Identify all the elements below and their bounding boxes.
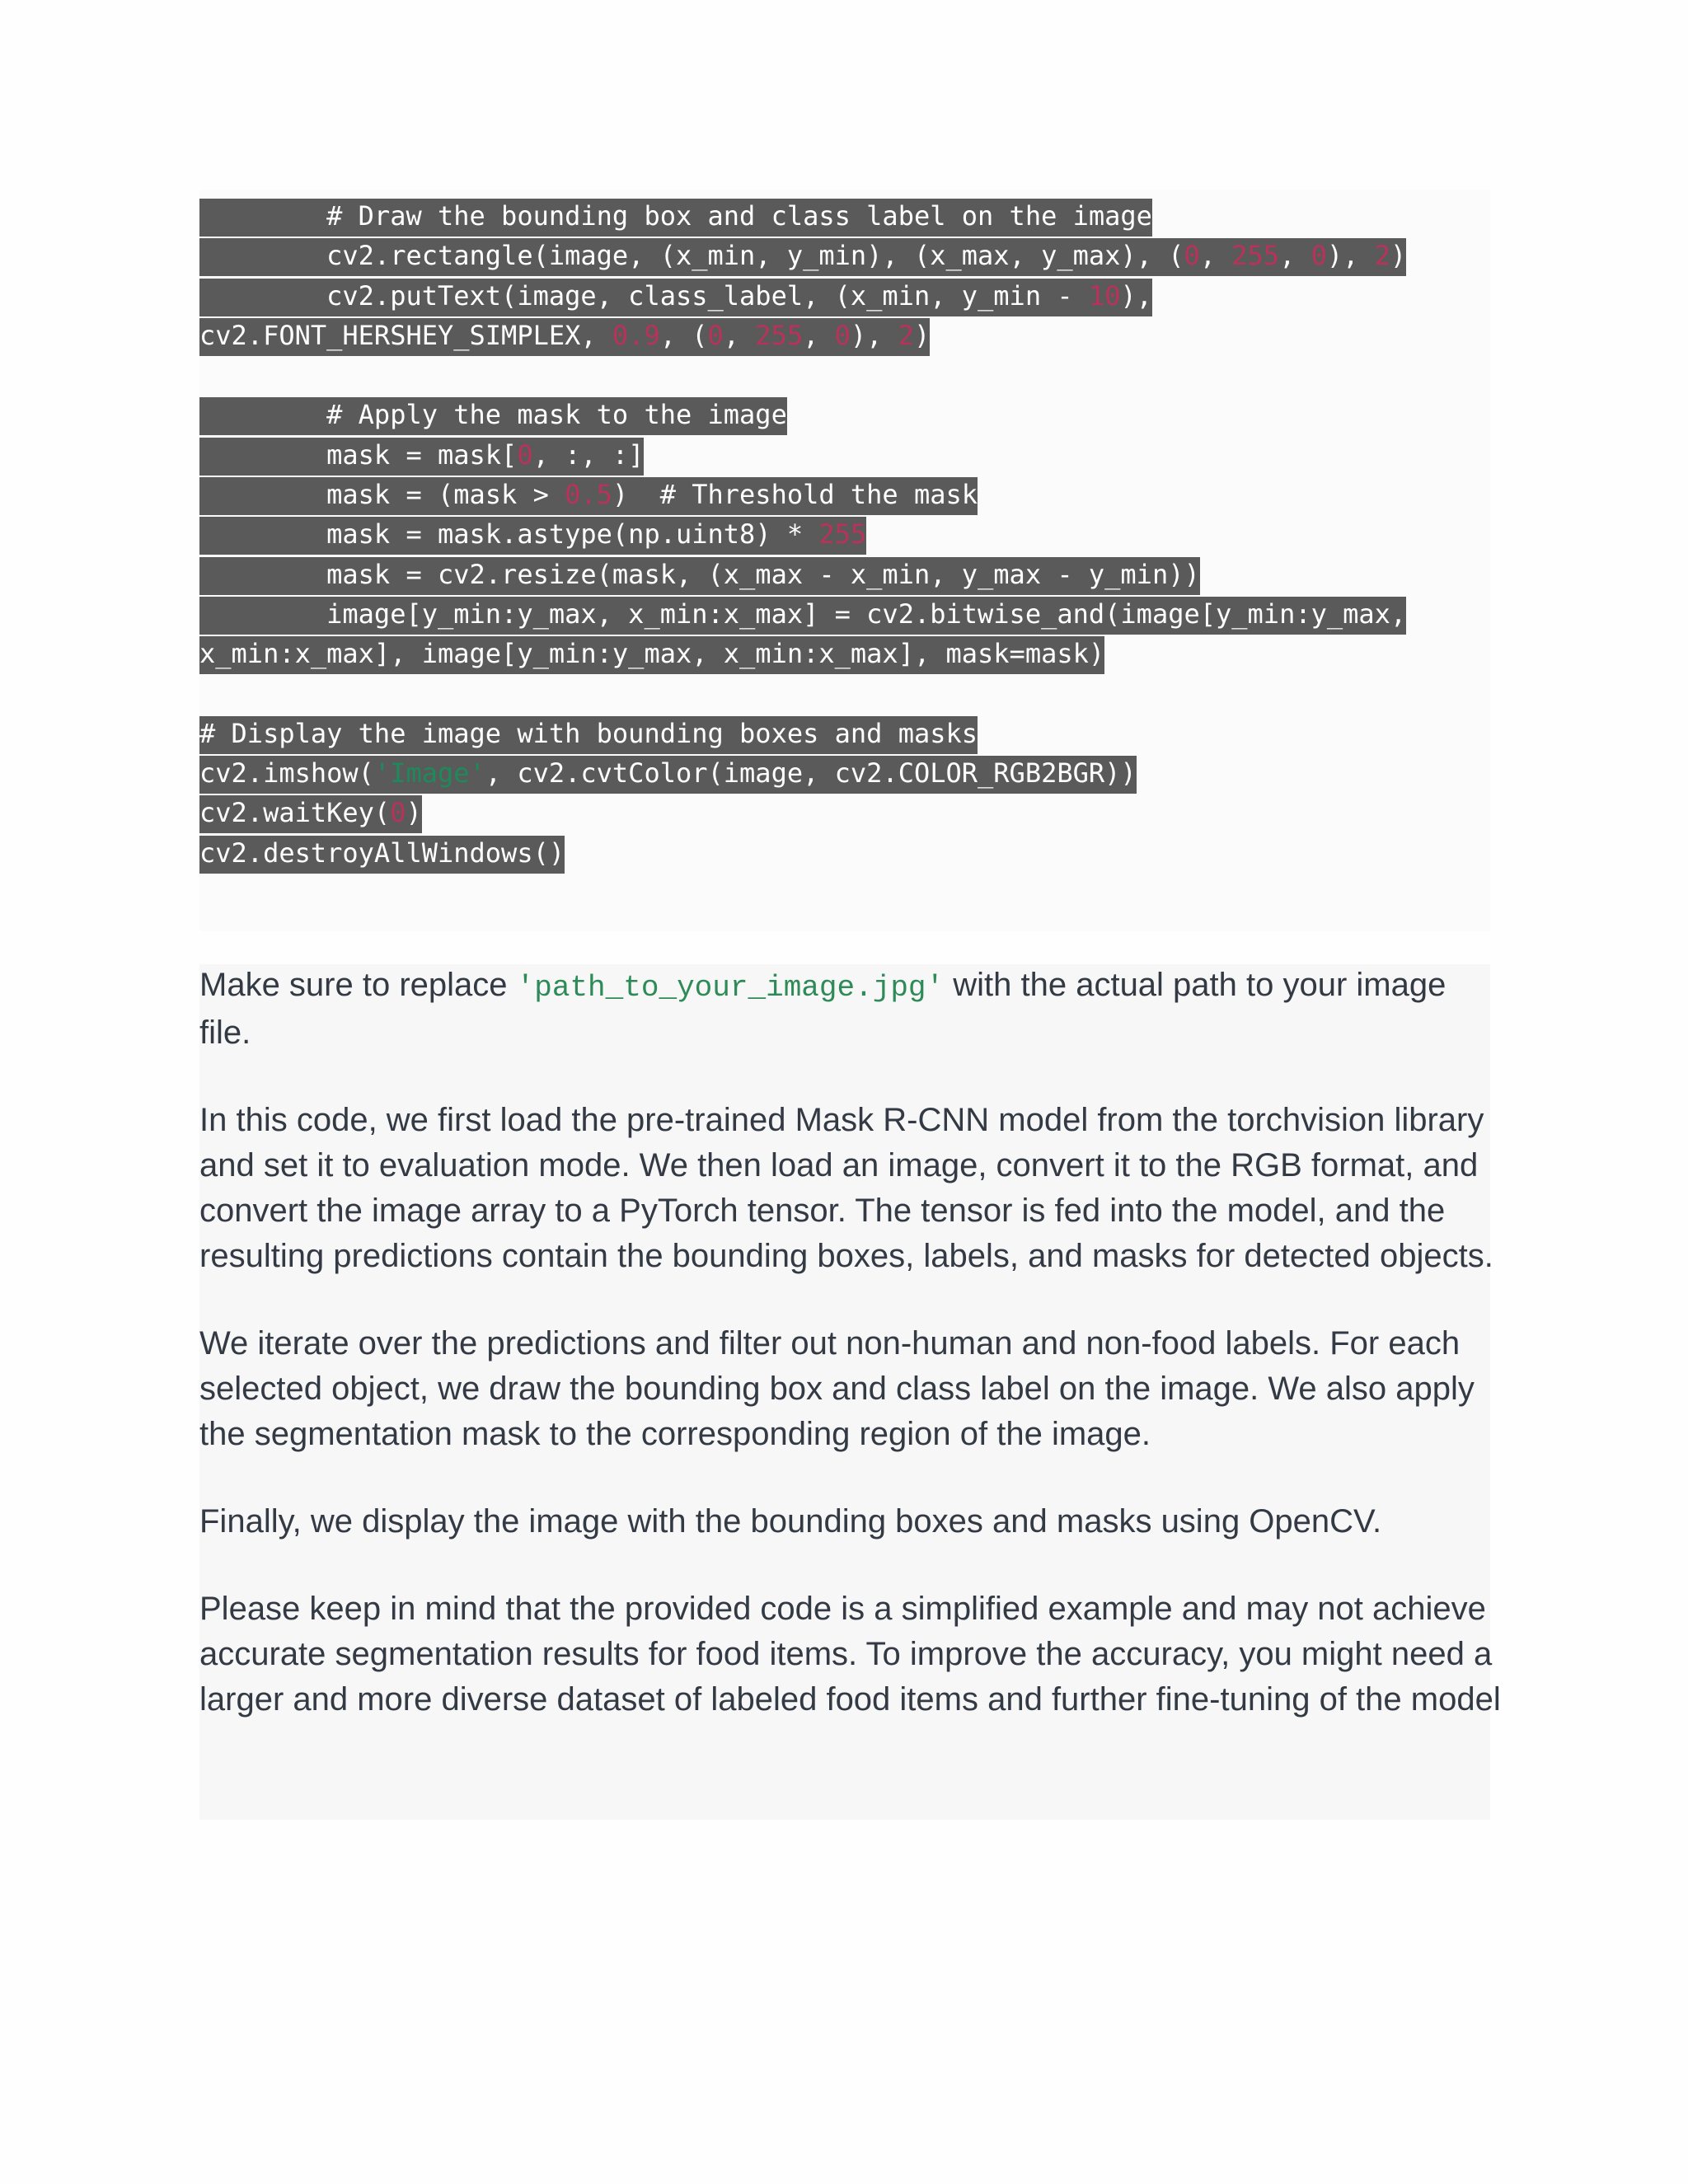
code-token: , [723,319,756,351]
code-token: mask = mask[ [199,438,518,471]
code-number-literal: 0 [1311,240,1327,272]
code-token: mask = mask.astype(np.uint8) * [199,518,819,551]
code-token: cv2.imshow( [199,757,374,790]
paragraph-replace-path-end: with the actual path to your image file. [199,967,1447,1051]
code-token: , [1279,240,1311,272]
paragraph-iteration: We iterate over the predictions and filter out non-human and non-food labels. For each selected object, we draw the bounding box and class label on the image. We also apply the segmentation mask to the corresponding region of the image. [199,1325,1475,1452]
code-line-highlight [199,397,787,435]
paragraph-replace-path-start: Make sure to replace [199,967,517,1003]
code-line-highlight [199,795,422,833]
code-token: mask = cv2.resize(mask, (x_max - x_min, y_max - y_min)) [199,558,1200,590]
code-line-highlight [199,597,1406,635]
code-number-literal: 0 [517,438,533,471]
code-line-highlight [199,199,1152,237]
code-token: ) # Threshold the mask [612,479,978,511]
code-line-highlight [199,716,978,754]
code-line [199,514,1406,554]
code-line [199,435,1406,475]
code-number-literal: 255 [818,518,867,551]
code-number-literal: 255 [755,319,804,351]
code-line-highlight [199,438,644,476]
paragraph-display: Finally, we display the image with the bounding boxes and masks using OpenCV. [199,1503,1382,1540]
code-line [199,355,1406,395]
code-line-highlight [199,517,866,555]
code-token: ) [913,319,931,351]
code-number-literal: 0.9 [612,319,660,351]
explanation-text [199,963,1502,1765]
code-line-highlight [199,836,565,874]
code-line-highlight [199,756,1137,794]
code-line [199,753,1406,793]
code-line-highlight [199,318,930,356]
code-line [199,714,1406,753]
code-token: # Draw the bounding box and class label on the image [199,200,1152,232]
code-line-highlight [199,557,1200,595]
code-token: # Apply the mask to the image [199,399,787,431]
code-line-highlight [199,477,978,515]
inline-code-image-path: 'path_to_your_image.jpg' [516,971,945,1005]
code-line [199,395,1406,434]
paragraph-code-overview: In this code, we first load the pre-trained Mask R-CNN model from the torchvision library and set it to evaluation mode. We then load an image, convert it to the RGB format, and convert the image array to a PyTorch tensor. The tensor is fed into the model, and the resulting predictions contain the bounding boxes, labels, and masks for detected objects. [199,1102,1493,1274]
code-line-highlight [199,279,1152,316]
code-number-literal: 0 [1184,240,1200,272]
code-token: , cv2.cvtColor(image, cv2.COLOR_RGB2BGR)) [485,757,1137,790]
code-token: , [1199,240,1232,272]
code-line [199,475,1406,514]
code-line-highlight [199,636,1104,674]
code-token: cv2.FONT_HERSHEY_SIMPLEX, [199,319,612,351]
code-token: cv2.putText(image, class_label, (x_min, y_min - [199,279,1089,312]
paragraph-disclaimer: Please keep in mind that the provided code is a simplified example and may not achieve accurate segmentation results for food items. To improve the accuracy, you might need a larger and more diverse dataset of labeled food items and further fine-tuning of the model [199,1591,1501,1718]
code-token: cv2.destroyAllWindows() [199,837,565,869]
code-line [199,674,1406,714]
code-number-literal: 0 [390,797,406,829]
code-number-literal: 2 [898,319,914,351]
code-token: ) [406,797,422,829]
code-line [199,793,1406,832]
code-token: cv2.waitKey( [199,797,391,829]
code-number-literal: 0 [707,319,724,351]
code-line [199,236,1406,275]
code-line-highlight [199,238,1406,276]
code-token: ) [1390,240,1407,272]
code-block[interactable] [199,196,1406,873]
code-string-literal: 'Image' [373,757,485,790]
code-token: , ( [659,319,708,351]
code-token: x_min:x_max], image[y_min:y_max, x_min:x_max], mask=mask) [199,638,1105,670]
code-token: , :, :] [532,438,645,471]
code-number-literal: 2 [1374,240,1390,272]
code-line [199,196,1406,236]
code-number-literal: 10 [1088,279,1121,312]
code-line [199,316,1406,355]
code-token: , [803,319,835,351]
code-number-literal: 0 [834,319,851,351]
code-line [199,594,1406,634]
code-token: ), [1120,279,1152,312]
code-line [199,833,1406,873]
code-number-literal: 255 [1231,240,1280,272]
code-number-literal: 0.5 [565,479,612,511]
code-token: image[y_min:y_max, x_min:x_max] = cv2.bitwise_and(image[y_min:y_max, [199,598,1407,630]
paragraph-replace-path [199,963,1502,1056]
code-token: mask = (mask > [199,479,565,511]
code-token: cv2.rectangle(image, (x_min, y_min), (x_max, y_max), ( [199,240,1184,272]
code-token: ), [1326,240,1375,272]
code-line [199,555,1406,594]
code-line [199,276,1406,316]
code-line [199,634,1406,673]
code-token: ), [850,319,898,351]
code-token: # Display the image with bounding boxes and masks [199,717,978,749]
